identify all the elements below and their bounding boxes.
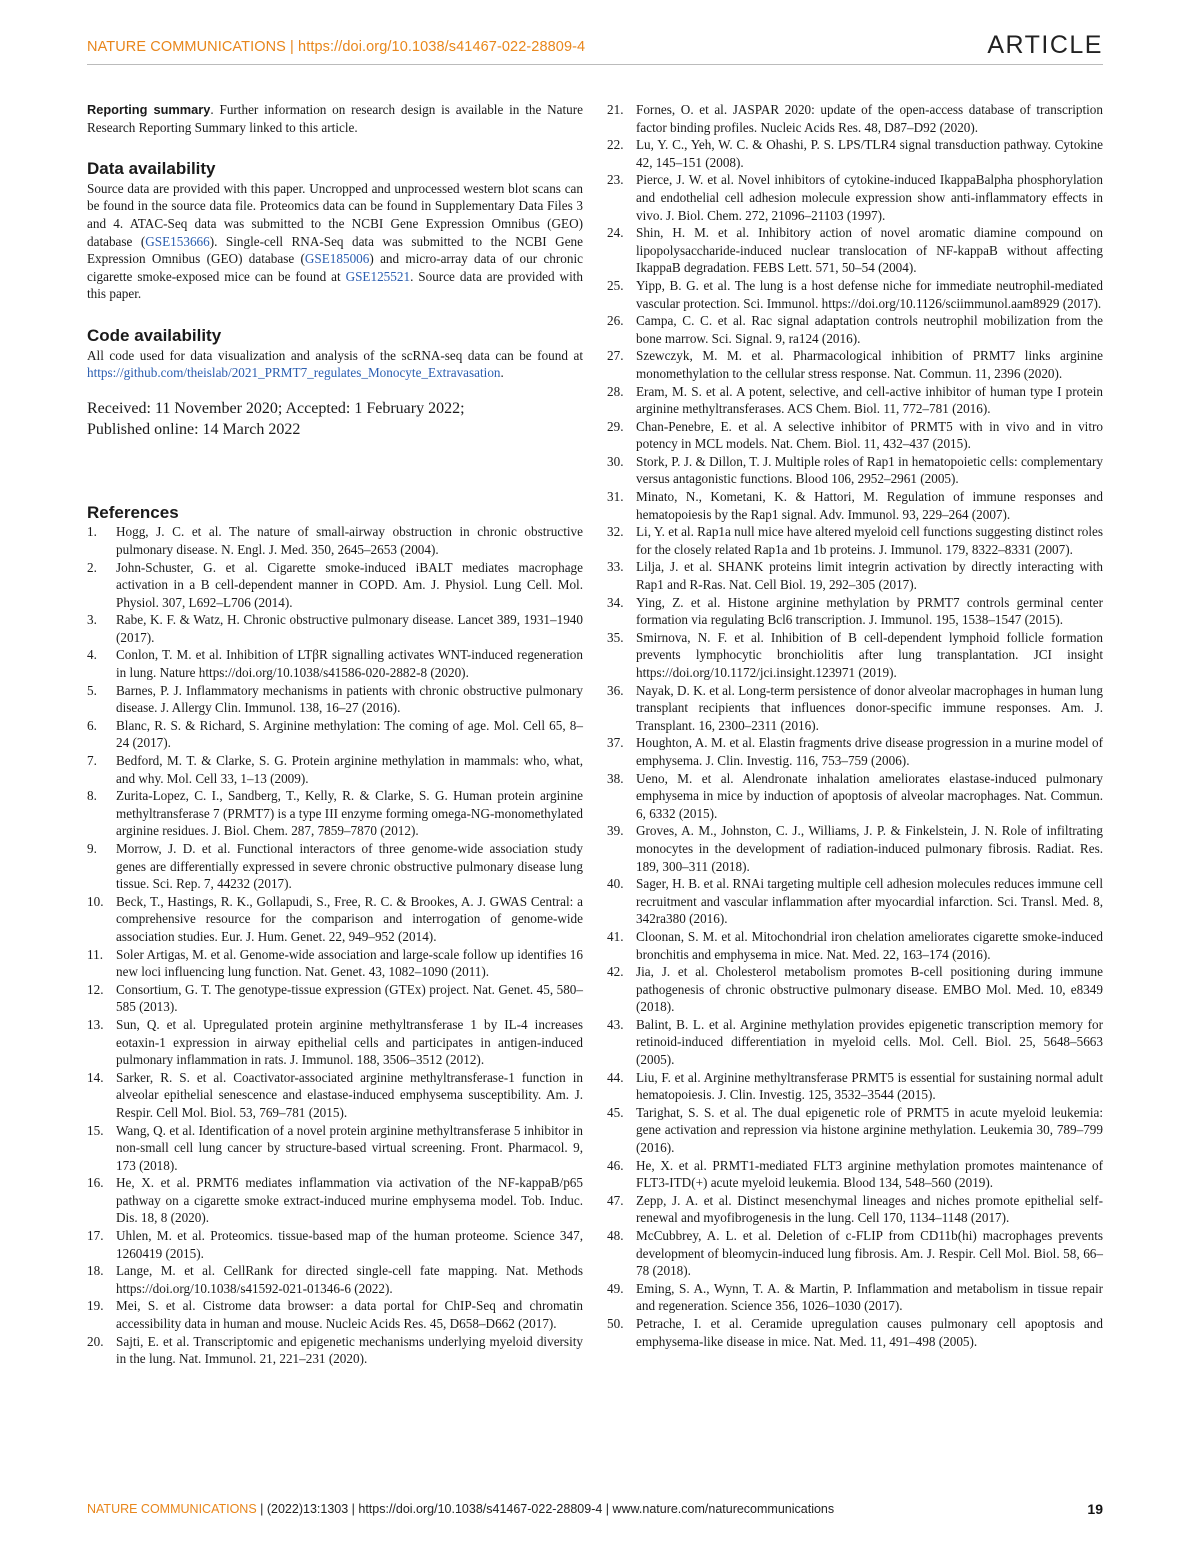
reference-item [87,523,583,558]
reference-text: Liu, F. et al. Arginine methyltransferase PRMT5 is essential for sustaining normal adult hematopoiesis. J. Clin. Investig. 125, 3532–3544 (2015). [636,1069,1103,1103]
reference-item [87,717,583,752]
reference-item [607,822,1103,875]
footer-brand[interactable]: NATURE COMMUNICATIONS [87,1502,257,1516]
reference-number: 8. [87,788,97,804]
reference-number: 46. [607,1157,624,1173]
reference-item [87,787,583,840]
reference-item [87,946,583,981]
reference-number: 25. [607,277,624,293]
reference-number: 16. [87,1175,104,1191]
reference-number: 32. [607,524,624,540]
reference-item [87,559,583,612]
reference-number: 3. [87,612,97,628]
reference-text: Fornes, O. et al. JASPAR 2020: update of the open-access database of transcription factor binding profiles. Nucleic Acids Res. 48, D87–D92 (2020). [636,102,1103,135]
reference-item [607,875,1103,928]
reporting-summary [87,101,583,136]
reference-text: Pierce, J. W. et al. Novel inhibitors of cytokine-induced IkappaBalpha phosphorylation and endothelial cell adhesion molecule expression show anti-inflammatory effects in vivo. J. Biol. Chem. 272, 21096–21103 (1997). [636,172,1103,223]
reference-number: 29. [607,418,624,434]
journal-header[interactable]: NATURE COMMUNICATIONS | https://doi.org/10.1038/s41467-022-28809-4 [87,39,586,55]
reference-text: Beck, T., Hastings, R. K., Gollapudi, S., Free, R. C. & Brookes, A. J. GWAS Central: a comprehensive resource for the comparison and interrogation of genome-wide association studies. Eur. J. Hum. Genet. 22, 949–952 (2014). [116,893,583,944]
reference-number: 21. [607,102,624,117]
reference-item [607,963,1103,1016]
reporting-summary-title: Reporting summary [87,102,211,117]
reference-item [87,1122,583,1175]
reference-number: 26. [607,313,624,329]
reference-item [607,682,1103,735]
reference-item [87,1262,583,1297]
section-label: ARTICLE [987,31,1103,59]
reference-item [607,1227,1103,1280]
reference-number: 7. [87,753,97,769]
reference-number: 45. [607,1104,624,1120]
reference-text: Minato, N., Kometani, K. & Hattori, M. Regulation of immune responses and hematopoiesis by the Rap1 signal. Adv. Immunol. 93, 229–264 (2007). [636,489,1103,522]
reference-number: 34. [607,594,624,610]
reference-item [607,488,1103,523]
reference-number: 9. [87,841,97,856]
reference-item [87,611,583,646]
geo-link-2[interactable]: GSE185006 [304,251,370,267]
reference-number: 12. [87,981,104,997]
reference-number: 14. [87,1069,104,1085]
reference-text: Cloonan, S. M. et al. Mitochondrial iron chelation ameliorates cigarette smoke-induced bronchitis and emphysema in mice. Nat. Med. 22, 163–174 (2016). [636,928,1103,962]
reference-item [87,981,583,1016]
reference-text: Consortium, G. T. The genotype-tissue expression (GTEx) project. Nat. Genet. 45, 580–585 (2013). [116,981,583,1015]
reference-list-right [607,101,1103,1350]
data-availability-heading: Data availability [87,159,216,179]
reference-item [607,418,1103,453]
reference-number: 24. [607,225,624,241]
reference-number: 23. [607,172,624,188]
reference-item [607,136,1103,171]
data-text-2: ). Single-cell RNA-Seq data was submitted to the NCBI Gene Expression Omnibus (GEO) database ( [87,233,583,267]
reference-text: Li, Y. et al. Rap1a null mice have altered myeloid cell functions suggesting distinct roles for the closely related Rap1a and 1b proteins. J. Immunol. 179, 8322–8331 (2007). [636,524,1103,557]
reference-number: 28. [607,383,624,399]
reference-number: 42. [607,964,624,980]
reference-text: Lange, M. et al. CellRank for directed single-cell fate mapping. Nat. Methods https://doi.org/10.1038/s41592-021-01346-6 (2022). [116,1263,583,1296]
reference-number: 2. [87,559,97,575]
references-heading: References [87,502,179,522]
reference-text: Sun, Q. et al. Upregulated protein arginine methyltransferase 1 by IL-4 increases eotaxin-1 expression in airway epithelial cells and participates in antigen-induced pulmonary inflammation in rats. J. Immunol. 188, 3506–3512 (2012). [116,1016,583,1068]
reference-text: Lu, Y. C., Yeh, W. C. & Ohashi, P. S. LPS/TLR4 signal transduction pathway. Cytokine 42, 145–151 (2008). [636,137,1103,170]
reference-number: 41. [607,928,624,944]
reference-text: Hogg, J. C. et al. The nature of small-airway obstruction in chronic obstructive pulmonary disease. N. Engl. J. Med. 350, 2645–2653 (2004). [116,524,583,557]
reference-item [607,1192,1103,1227]
reference-number: 38. [607,770,624,786]
reference-item [607,224,1103,277]
reference-item [607,1069,1103,1104]
footer-details: | (2022)13:1303 | https://doi.org/10.1038/s41467-022-28809-4 | www.nature.com/naturecommunications [256,1502,835,1516]
code-text-end: . [500,365,504,381]
reference-text: Sajti, E. et al. Transcriptomic and epigenetic mechanisms underlying myeloid diversity in the lung. Nat. Immunol. 21, 221–231 (2020). [116,1333,583,1367]
reference-text: Bedford, M. T. & Clarke, S. G. Protein arginine methylation in mammals: who, what, and why. Mol. Cell 33, 1–13 (2009). [116,753,583,786]
reference-text: Groves, A. M., Johnston, C. J., Williams, J. P. & Finkelstein, J. N. Role of infiltrating monocytes in the development of radiation-induced pulmonary fibrosis. Radiat. Res. 189, 300–311 (2018). [636,823,1103,874]
reference-number: 49. [607,1280,624,1296]
data-text-4: . Source data are provided with this paper. [87,268,583,302]
reference-number: 35. [607,629,624,645]
reference-item [87,1333,583,1368]
reference-text: Ying, Z. et al. Histone arginine methylation by PRMT7 controls germinal center formation via regulating Bcl6 transcription. J. Immunol. 195, 1538–1547 (2015). [636,594,1103,628]
reference-text: Rabe, K. F. & Watz, H. Chronic obstructive pulmonary disease. Lancet 389, 1931–1940 (2017). [116,612,583,645]
code-text: All code used for data visualization and analysis of the scRNA-seq data can be found at [87,347,583,363]
reference-text: Soler Artigas, M. et al. Genome-wide association and large-scale follow up identifies 16 new loci influencing lung function. Nat. Genet. 43, 1082–1090 (2011). [116,946,583,980]
reference-text: Barnes, P. J. Inflammatory mechanisms in patients with chronic obstructive pulmonary disease. J. Allergy Clin. Immunol. 138, 16–27 (2016). [116,682,583,716]
reference-item [607,171,1103,224]
reference-text: Zurita-Lopez, C. I., Sandberg, T., Kelly, R. & Clarke, S. G. Human protein arginine methyltransferase 7 (PRMT7) is a type III enzyme forming omega-NG-monomethylated arginine residues. J. Biol. Chem. 287, 7859–7870 (2012). [116,788,583,839]
reference-number: 13. [87,1016,104,1032]
github-link[interactable]: https://github.com/theislab/2021_PRMT7_regulates_Monocyte_Extravasation [87,365,501,381]
reference-item [87,840,583,893]
reference-item [607,312,1103,347]
reference-item [607,101,1103,136]
reference-item [607,523,1103,558]
reference-number: 30. [607,453,624,469]
reference-item [607,928,1103,963]
reference-text: John-Schuster, G. et al. Cigarette smoke-induced iBALT mediates macrophage activation in a B cell-dependent manner in COPD. Am. J. Physiol. Lung Cell. Mol. Physiol. 307, L692–L706 (2014). [116,559,583,610]
reference-number: 47. [607,1192,624,1208]
reference-number: 20. [87,1333,104,1349]
reference-item [87,1297,583,1332]
reference-text: Chan-Penebre, E. et al. A selective inhibitor of PRMT5 with in vivo and in vitro potency in MCL models. Nat. Chem. Biol. 11, 432–437 (2015). [636,418,1103,452]
reference-number: 50. [607,1315,624,1331]
reference-number: 44. [607,1069,624,1085]
reporting-summary-text: . Further information on research design is available in the Nature Research Reporting Summary linked to this article. [87,102,583,135]
reference-item [607,277,1103,312]
reference-number: 4. [87,647,97,663]
reference-item [607,1280,1103,1315]
reference-item [87,1227,583,1262]
reference-text: McCubbrey, A. L. et al. Deletion of c-FLIP from CD11b(hi) macrophages prevents development of bleomycin-induced lung fibrosis. Am. J. Respir. Cell Mol. Biol. 58, 66–78 (2018). [636,1228,1103,1279]
page-number: 19 [1087,1501,1103,1517]
right-column [607,101,1103,1350]
received-accepted: Received: 11 November 2020; Accepted: 1 February 2022; [87,399,465,417]
reference-text: Stork, P. J. & Dillon, T. J. Multiple roles of Rap1 in hematopoietic cells: complementary versus antagonistic functions. Blood 106, 2952–2961 (2005). [636,453,1103,487]
reference-item [607,1016,1103,1069]
reference-number: 10. [87,893,104,909]
reference-item [87,682,583,717]
reference-number: 19. [87,1298,104,1314]
reference-text: Morrow, J. D. et al. Functional interactors of three genome-wide association study genes are differentially expressed in severe chronic obstructive pulmonary disease lung tissue. Sci. Rep. 7, 44232 (2017). [116,841,583,892]
reference-item [87,1016,583,1069]
reference-number: 48. [607,1228,624,1243]
reference-text: Mei, S. et al. Cistrome data browser: a data portal for ChIP-Seq and chromatin accessibility data in human and mouse. Nucleic Acids Res. 45, D658–D662 (2017). [116,1298,583,1332]
reference-item [607,1157,1103,1192]
reference-text: Nayak, D. K. et al. Long-term persistence of donor alveolar macrophages in human lung transplant recipients that influences donor-specific immune responses. Am. J. Transplant. 16, 2300–2311 (2016). [636,682,1103,733]
header-divider [87,64,1103,65]
reference-number: 1. [87,524,97,540]
reference-text: Campa, C. C. et al. Rac signal adaptation controls neutrophil mobilization from the bone marrow. Sci. Signal. 9, ra124 (2016). [636,313,1103,346]
reference-text: Eram, M. S. et al. A potent, selective, and cell-active inhibitor of human type I protein arginine methyltransferases. ACS Chem. Biol. 11, 772–781 (2016). [636,383,1103,417]
reference-number: 11. [87,946,103,962]
reference-text: Blanc, R. S. & Richard, S. Arginine methylation: The coming of age. Mol. Cell 65, 8–24 (2017). [116,717,583,751]
footer-citation [87,1502,834,1516]
reference-list-left [87,523,583,1368]
reference-text: Smirnova, N. F. et al. Inhibition of B cell-dependent lymphoid follicle formation prevents lymphocytic bronchiolitis after lung transplantation. JCI insight https://doi.org/10.1172/jci.insight.123971 (2019). [636,629,1103,680]
reference-item [87,893,583,946]
reference-item [607,383,1103,418]
reference-item [607,629,1103,682]
reference-text: Lilja, J. et al. SHANK proteins limit integrin activation by directly interacting with Rap1 and R-Ras. Nat. Cell Biol. 19, 292–305 (2017). [636,559,1103,593]
reference-number: 39. [607,823,624,839]
reference-number: 36. [607,682,624,698]
reference-text: Yipp, B. G. et al. The lung is a host defense niche for immediate neutrophil-mediated vascular protection. Sci. Immunol. https://doi.org/10.1126/sciimmunol.aam8929 (2017). [636,277,1103,311]
reference-text: Sager, H. B. et al. RNAi targeting multiple cell adhesion molecules reduces immune cell recruitment and vascular inflammation after myocardial infarction. Sci. Transl. Med. 8, 342ra380 (2016). [636,876,1103,927]
reference-item [87,752,583,787]
reference-text: Jia, J. et al. Cholesterol metabolism promotes B-cell positioning during immune pathogenesis of chronic obstructive pulmonary disease. EMBO Mol. Med. 10, e8349 (2018). [636,964,1103,1015]
geo-link-3[interactable]: GSE125521 [345,268,411,284]
reference-item [607,347,1103,382]
reference-text: Tarighat, S. S. et al. The dual epigenetic role of PRMT5 in acute myeloid leukemia: gene activation and repression via histone arginine methylation. Leukemia 30, 789–799 (2016). [636,1104,1103,1156]
reference-text: Shin, H. M. et al. Inhibitory action of novel aromatic diamine compound on lipopolysaccharide-induced nuclear translocation of NF-kappaB without affecting IkappaB degradation. FEBS Lett. 571, 50–54 (2004). [636,225,1103,276]
reference-text: Eming, S. A., Wynn, T. A. & Martin, P. Inflammation and metabolism in tissue repair and regeneration. Science 356, 1026–1030 (2017). [636,1280,1103,1314]
reference-number: 40. [607,876,624,892]
data-availability-text [87,180,583,303]
reference-text: Uhlen, M. et al. Proteomics. tissue-based map of the human proteome. Science 347, 1260419 (2015). [116,1228,583,1261]
reference-number: 33. [607,559,624,575]
reference-item [87,646,583,681]
reference-text: He, X. et al. PRMT1-mediated FLT3 arginine methylation promotes maintenance of FLT3-ITD(+) acute myeloid leukemia. Blood 134, 548–560 (2019). [636,1157,1103,1191]
reference-number: 31. [607,489,624,505]
published-online: Published online: 14 March 2022 [87,420,301,438]
reference-number: 5. [87,682,97,698]
reference-number: 18. [87,1263,104,1279]
reference-item [607,558,1103,593]
reference-number: 27. [607,348,624,364]
reference-item [87,1174,583,1227]
geo-link-1[interactable]: GSE153666 [145,233,210,249]
reference-number: 6. [87,717,97,733]
reference-number: 43. [607,1016,624,1032]
reference-text: Houghton, A. M. et al. Elastin fragments drive disease progression in a murine model of emphysema. J. Clin. Investig. 116, 753–759 (2006). [636,735,1103,768]
page-footer [87,1502,1103,1522]
left-column [87,101,583,1368]
reference-item [87,1069,583,1122]
reference-number: 22. [607,137,624,153]
reference-item [607,594,1103,629]
reference-item [607,1315,1103,1350]
data-text-1: Source data are provided with this paper. Uncropped and unprocessed western blot scans can be found in the source data file. Proteomics data can be found in Supplementary Data Files 3 and 4. ATAC-Seq data was submitted to the NCBI Gene Expression Omnibus (GEO) database ( [87,180,583,249]
reference-text: Wang, Q. et al. Identification of a novel protein arginine methyltransferase 5 inhibitor in non-small cell lung cancer by structure-based virtual screening. Front. Pharmacol. 9, 173 (2018). [116,1122,583,1173]
reference-text: Sarker, R. S. et al. Coactivator-associated arginine methyltransferase-1 function in alveolar epithelial senescence and elastase-induced emphysema susceptibility. Am. J. Respir. Cell Mol. Biol. 53, 769–781 (2015). [116,1069,583,1120]
data-text-3: ) and micro-array data of our chronic cigarette smoke-exposed mice can be found at [87,251,583,284]
page-header [87,31,1103,62]
reference-number: 15. [87,1122,104,1138]
reference-text: Szewczyk, M. M. et al. Pharmacological inhibition of PRMT7 links arginine monomethylation to the cellular stress response. Nat. Commun. 11, 2396 (2020). [636,348,1103,381]
reference-text: Zepp, J. A. et al. Distinct mesenchymal lineages and niches promote epithelial self-renewal and myofibrogenesis in the lung. Cell 170, 1134–1148 (2017). [636,1192,1103,1226]
code-availability-text [87,347,583,382]
reference-text: Petrache, I. et al. Ceramide upregulation causes pulmonary cell apoptosis and emphysema-like disease in mice. Nat. Med. 11, 491–498 (2005). [636,1315,1103,1349]
reference-text: Ueno, M. et al. Alendronate inhalation ameliorates elastase-induced pulmonary emphysema in mice by induction of apoptosis of alveolar macrophages. Nat. Commun. 6, 6332 (2015). [636,770,1103,821]
reference-number: 17. [87,1228,104,1244]
reference-item [607,453,1103,488]
reference-number: 37. [607,735,624,751]
reference-item [607,770,1103,823]
reference-text: Balint, B. L. et al. Arginine methylation provides epigenetic transcription memory for retinoid-induced differentiation in myeloid cells. Mol. Cell. Biol. 25, 5648–5663 (2005). [636,1016,1103,1068]
reference-item [607,734,1103,769]
reference-text: He, X. et al. PRMT6 mediates inflammation via activation of the NF-kappaB/p65 pathway on a cigarette smoke extract-induced murine emphysema model. Tob. Induc. Dis. 18, 8 (2020). [116,1175,583,1226]
reference-item [607,1104,1103,1157]
code-availability-heading: Code availability [87,325,222,345]
reference-text: Conlon, T. M. et al. Inhibition of LTβR signalling activates WNT-induced regeneration in lung. Nature https://doi.org/10.1038/s41586-020-2882-8 (2020). [116,647,583,681]
